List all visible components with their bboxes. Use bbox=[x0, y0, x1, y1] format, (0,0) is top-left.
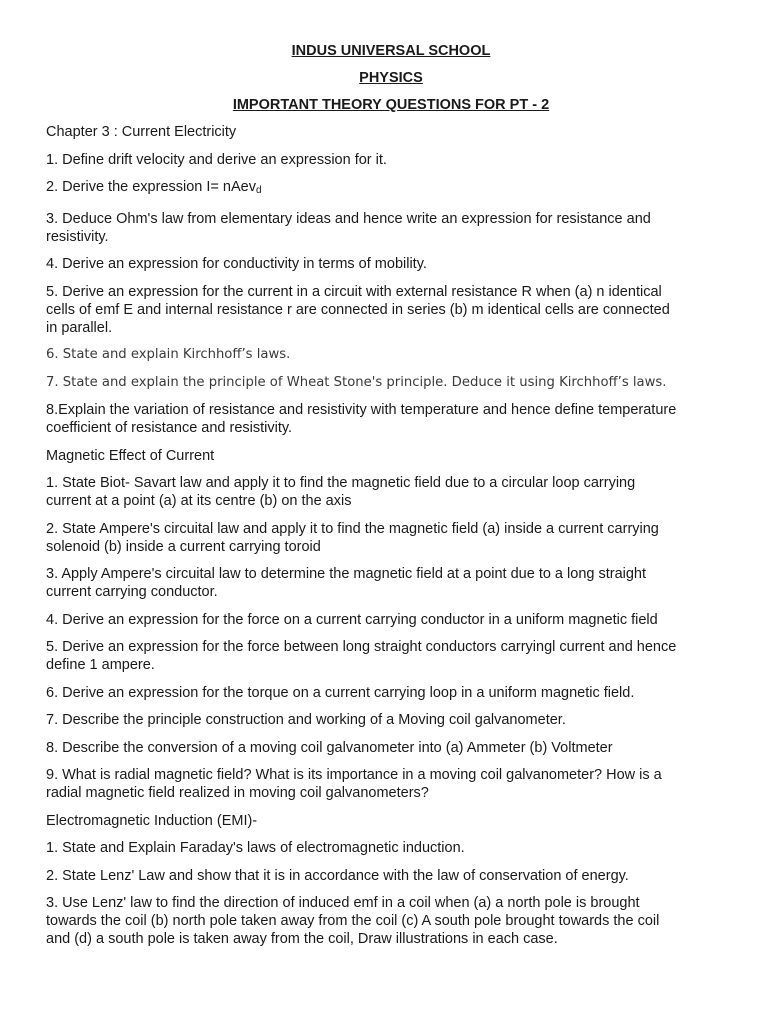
question-item: 1. State Biot- Savart law and apply it to find the magnetic field due to a circular loop carrying current at a point (a) at its centre (b) on the axis bbox=[46, 475, 636, 509]
question-item: 1. Define drift velocity and derive an expression for it. bbox=[46, 151, 387, 168]
question-item: 8.Explain the variation of resistance and resistivity with temperature and hence define temperature coefficient of resistance and resistivity. bbox=[46, 402, 677, 436]
question-item: 6. Derive an expression for the torque on a current carrying loop in a uniform magnetic field. bbox=[46, 684, 635, 701]
question-item bbox=[46, 178, 736, 200]
question-item: 5. Derive an expression for the current in a circuit with external resistance R when (a) n identical cells of emf E and internal resistance r are connected in series (b) m identical cells are connected in parallel. bbox=[46, 283, 670, 336]
question-item: 9. What is radial magnetic field? What is its importance in a moving coil galvanometer? How is a radial magnetic field realized in moving coil galvanometers? bbox=[46, 767, 662, 801]
question-item: 7. State and explain the principle of Wheat Stone's principle. Deduce it using Kirchhoff’s laws. bbox=[46, 374, 667, 390]
question-item: 2. State Ampere's circuital law and apply it to find the magnetic field (a) inside a current carrying solenoid (b) inside a current carrying toroid bbox=[46, 520, 659, 555]
document-page bbox=[46, 42, 736, 958]
question-item: 4. Derive an expression for conductivity in terms of mobility. bbox=[46, 256, 427, 272]
subscript-d: d bbox=[255, 185, 262, 196]
question-item: 3. Apply Ampere's circuital law to determine the magnetic field at a point due to a long straight current carrying conductor. bbox=[46, 566, 647, 600]
section-heading-magnetic-effect: Magnetic Effect of Current bbox=[46, 447, 215, 464]
question-text: 2. Derive the expression I= nAev bbox=[46, 179, 256, 195]
question-item: 1. State and Explain Faraday's laws of electromagnetic induction. bbox=[46, 840, 465, 856]
question-item: 3. Use Lenz' law to find the direction of induced emf in a coil when (a) a north pole is brought towards the coil (b) north pole taken away from the coil (c) A south pole brought towards the coil and (d) a south pole is taken away from the coil, Draw illustrations in each case. bbox=[46, 895, 660, 947]
question-item: 5. Derive an expression for the force between long straight conductors carryingl current and hence define 1 ampere. bbox=[46, 639, 677, 673]
question-item: 6. State and explain Kirchhoff’s laws. bbox=[46, 347, 291, 362]
question-item: 7. Describe the principle construction and working of a Moving coil galvanometer. bbox=[46, 712, 566, 728]
school-name: INDUS UNIVERSAL SCHOOL bbox=[291, 43, 491, 59]
question-item: 8. Describe the conversion of a moving coil galvanometer into (a) Ammeter (b) Voltmeter bbox=[46, 739, 613, 756]
question-item: 2. State Lenz' Law and show that it is in accordance with the law of conservation of energy. bbox=[46, 867, 629, 884]
document-title: IMPORTANT THEORY QUESTIONS FOR PT - 2 bbox=[232, 97, 550, 113]
section-heading-emi: Electromagnetic Induction (EMI)- bbox=[46, 812, 258, 829]
subject-title: PHYSICS bbox=[359, 70, 423, 86]
question-item: 3. Deduce Ohm's law from elementary ideas and hence write an expression for resistance and resistivity. bbox=[46, 210, 651, 245]
question-item: 4. Derive an expression for the force on a current carrying conductor in a uniform magnetic field bbox=[46, 611, 658, 628]
section-heading-current-electricity: Chapter 3 : Current Electricity bbox=[46, 124, 237, 140]
